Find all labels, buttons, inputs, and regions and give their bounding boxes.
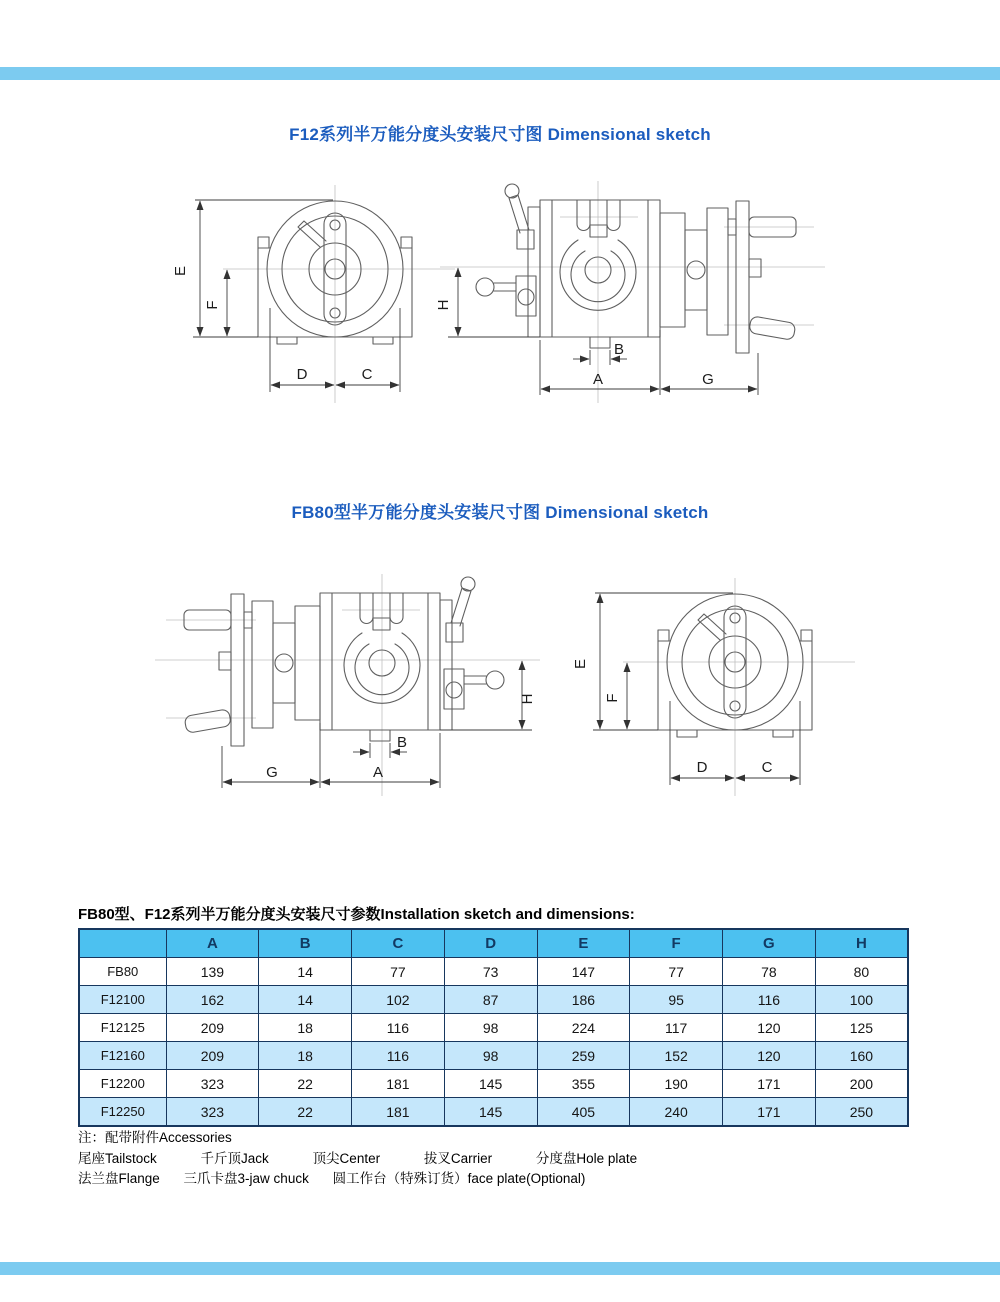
table-cell: 171 <box>723 1098 816 1127</box>
row-model-label: FB80 <box>79 958 166 986</box>
table-cell: 77 <box>352 958 445 986</box>
table-header-cell: H <box>815 929 908 958</box>
table-cell: 78 <box>723 958 816 986</box>
table-cell: 120 <box>723 1014 816 1042</box>
fb80-section-title <box>0 498 1000 523</box>
note-item: 三爪卡盘3-jaw chuck <box>183 1171 309 1186</box>
table-cell: 200 <box>815 1070 908 1098</box>
dim-label-c: C <box>361 366 373 383</box>
dim-label-h: H <box>435 299 452 311</box>
table-row <box>79 1042 908 1070</box>
table-cell: 405 <box>537 1098 630 1127</box>
row-model-label: F12160 <box>79 1042 166 1070</box>
drawing-art <box>155 574 540 796</box>
dim-label-d: D <box>696 759 708 776</box>
dim-label-e: E <box>572 658 589 670</box>
dim-label-b: B <box>613 341 625 358</box>
table-cell: 120 <box>723 1042 816 1070</box>
note-item: 圆工作台（特殊订货）face plate(Optional) <box>332 1171 586 1186</box>
f12-section-title <box>0 120 1000 145</box>
table-cell: 18 <box>259 1042 352 1070</box>
note-item: 千斤顶Jack <box>200 1150 269 1166</box>
note-item: 拔叉Carrier <box>423 1150 493 1166</box>
table-cell: 181 <box>352 1070 445 1098</box>
fb80-side-view-drawing <box>150 568 540 818</box>
table-cell: 250 <box>815 1098 908 1127</box>
drawing-art <box>440 181 825 403</box>
dim-label-g: G <box>266 764 278 781</box>
dim-label-e: E <box>172 265 189 277</box>
table-cell: 73 <box>444 958 537 986</box>
dim-label-d: D <box>296 366 308 383</box>
table-cell: 209 <box>166 1042 259 1070</box>
table-header-cell: C <box>352 929 445 958</box>
row-model-label: F12100 <box>79 986 166 1014</box>
table-cell: 323 <box>166 1070 259 1098</box>
table-cell: 224 <box>537 1014 630 1042</box>
dimensions-table <box>78 928 909 1127</box>
top-accent-bar <box>0 67 1000 80</box>
table-cell: 181 <box>352 1098 445 1127</box>
dim-label-a: A <box>372 764 384 781</box>
table-row <box>79 986 908 1014</box>
table-row <box>79 1014 908 1042</box>
dim-label-a: A <box>592 371 604 388</box>
note-line-2 <box>78 1149 677 1170</box>
f12-side-view-drawing <box>435 175 830 420</box>
note-line-3 <box>78 1169 677 1190</box>
table-header-cell: F <box>630 929 723 958</box>
note-item: 尾座Tailstock <box>78 1150 157 1166</box>
f12-front-view-drawing <box>165 175 475 420</box>
table-cell: 22 <box>259 1070 352 1098</box>
fb80-title-zh: FB80型半万能分度头安装尺寸图 <box>291 503 541 522</box>
table-cell: 152 <box>630 1042 723 1070</box>
table-header-cell: B <box>259 929 352 958</box>
table-header-cell: A <box>166 929 259 958</box>
table-header-row <box>79 929 908 958</box>
table-cell: 14 <box>259 958 352 986</box>
table-cell: 80 <box>815 958 908 986</box>
table-cell: 323 <box>166 1098 259 1127</box>
note-item: 分度盘Hole plate <box>535 1150 638 1166</box>
table-cell: 160 <box>815 1042 908 1070</box>
bottom-accent-bar <box>0 1262 1000 1275</box>
table-cell: 116 <box>723 986 816 1014</box>
row-model-label: F12200 <box>79 1070 166 1098</box>
table-cell: 259 <box>537 1042 630 1070</box>
table-cell: 95 <box>630 986 723 1014</box>
fb80-front-view-drawing <box>565 568 875 813</box>
table-cell: 116 <box>352 1014 445 1042</box>
table-title: FB80型、F12系列半万能分度头安装尺寸参数Installation sketch and dimensions: <box>78 906 635 923</box>
table-cell: 171 <box>723 1070 816 1098</box>
row-model-label: F12250 <box>79 1098 166 1127</box>
table-cell: 87 <box>444 986 537 1014</box>
table-row <box>79 1098 908 1127</box>
table-cell: 147 <box>537 958 630 986</box>
table-cell: 116 <box>352 1042 445 1070</box>
table-cell: 117 <box>630 1014 723 1042</box>
table-header-cell <box>79 929 166 958</box>
table-cell: 100 <box>815 986 908 1014</box>
table-cell: 98 <box>444 1014 537 1042</box>
table-cell: 98 <box>444 1042 537 1070</box>
dim-label-g: G <box>702 371 714 388</box>
drawing-art <box>193 185 455 403</box>
f12-title-zh: F12系列半万能分度头安装尺寸图 <box>289 125 543 144</box>
note-item: 顶尖Center <box>312 1150 381 1166</box>
drawing-art <box>593 578 855 796</box>
dim-label-b: B <box>396 734 408 751</box>
table-cell: 77 <box>630 958 723 986</box>
table-header-cell: D <box>444 929 537 958</box>
note-line-1: 注：配带附件Accessories <box>78 1130 232 1145</box>
dim-label-f: F <box>204 300 221 310</box>
accessories-notes <box>78 1128 677 1190</box>
note-item: 法兰盘Flange <box>78 1171 160 1186</box>
table-cell: 240 <box>630 1098 723 1127</box>
table-cell: 355 <box>537 1070 630 1098</box>
dim-label-f: F <box>604 693 621 703</box>
table-cell: 186 <box>537 986 630 1014</box>
dim-label-h: H <box>519 693 536 705</box>
table-cell: 190 <box>630 1070 723 1098</box>
row-model-label: F12125 <box>79 1014 166 1042</box>
table-cell: 125 <box>815 1014 908 1042</box>
table-cell: 102 <box>352 986 445 1014</box>
table-cell: 14 <box>259 986 352 1014</box>
table-row <box>79 1070 908 1098</box>
f12-title-en: Dimensional sketch <box>547 125 711 144</box>
table-row <box>79 958 908 986</box>
table-cell: 145 <box>444 1098 537 1127</box>
fb80-title-en: Dimensional sketch <box>545 503 709 522</box>
table-header-cell: G <box>723 929 816 958</box>
table-cell: 18 <box>259 1014 352 1042</box>
dim-label-c: C <box>761 759 773 776</box>
table-cell: 22 <box>259 1098 352 1127</box>
table-cell: 145 <box>444 1070 537 1098</box>
table-cell: 209 <box>166 1014 259 1042</box>
table-header-cell: E <box>537 929 630 958</box>
table-cell: 139 <box>166 958 259 986</box>
table-cell: 162 <box>166 986 259 1014</box>
